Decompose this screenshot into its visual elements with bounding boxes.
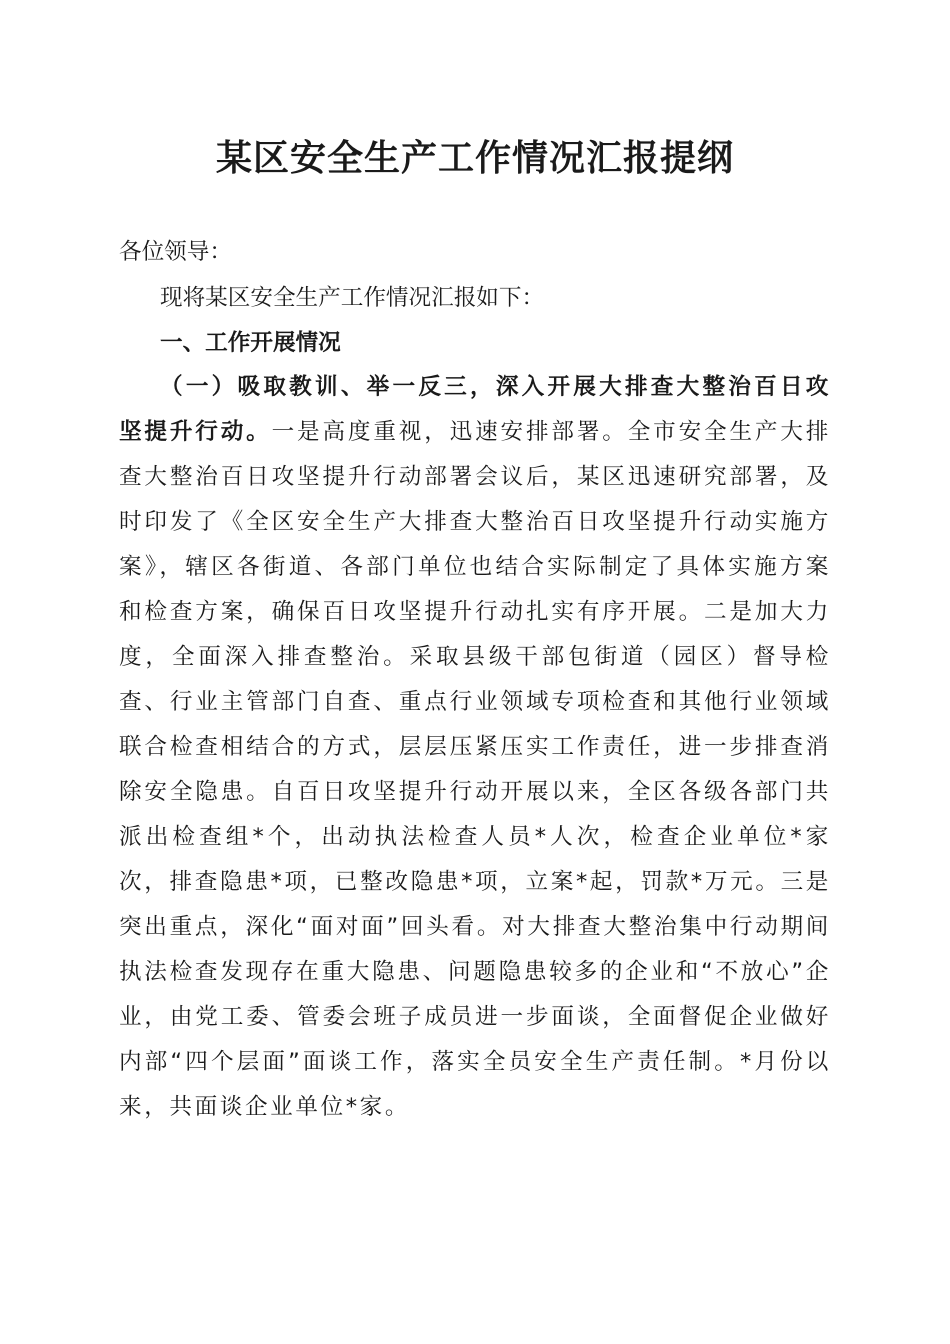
subsection-body-1: 一是高度重视，迅速安排部署。全市安全生产大排查大整治百日攻坚提升行动部署会议后，某区迅速研究部署，及时印发了《全区安全生产大排查大整治百日攻坚提升行动实施方案》，辖区各街道、各部门单位也结合实际制定了具体实施方案和检查方案，确保百日攻坚提升行动扎实有序开展。二是加大力度，全面深入排查整治。采取县级干部包街道（园区）督导检查、行业主管部门自查、重点行业领域专项检查和其他行业领域联合检查相结合的方式，层层压紧压实工作责任，进一步排查消除安全隐患。自百日攻坚提升行动开展以来，全区各级各部门共派出检查组*个，出动执法检查人员*人次，检查企业单位*家次，排查隐患*项，已整改隐患*项，立案*起，罚款*万元。三是突出重点，深化“面对面”回头看。对大排查大整治集中行动期间执法检查发现存在重大隐患、问题隐患较多的企业和“不放心”企业，由党工委、管委会班子成员进一步面谈，全面督促企业做好内部“四个层面”面谈工作，落实全员安全生产责任制。*月份以来，共面谈企业单位*家。: [119, 419, 831, 1120]
document-title: 某区安全生产工作情况汇报提纲: [215, 137, 734, 179]
subsection-lead-1: （一）吸取教训、举一反三，深入开展大排查大整治百日攻坚提升行动。: [119, 374, 831, 445]
salutation: 各位领导：: [119, 239, 232, 265]
intro-paragraph: 现将某区安全生产工作情况汇报如下：: [160, 285, 545, 311]
section-heading-1: 一、工作开展情况: [160, 330, 341, 356]
subsection-paragraph-1: [119, 365, 831, 1130]
